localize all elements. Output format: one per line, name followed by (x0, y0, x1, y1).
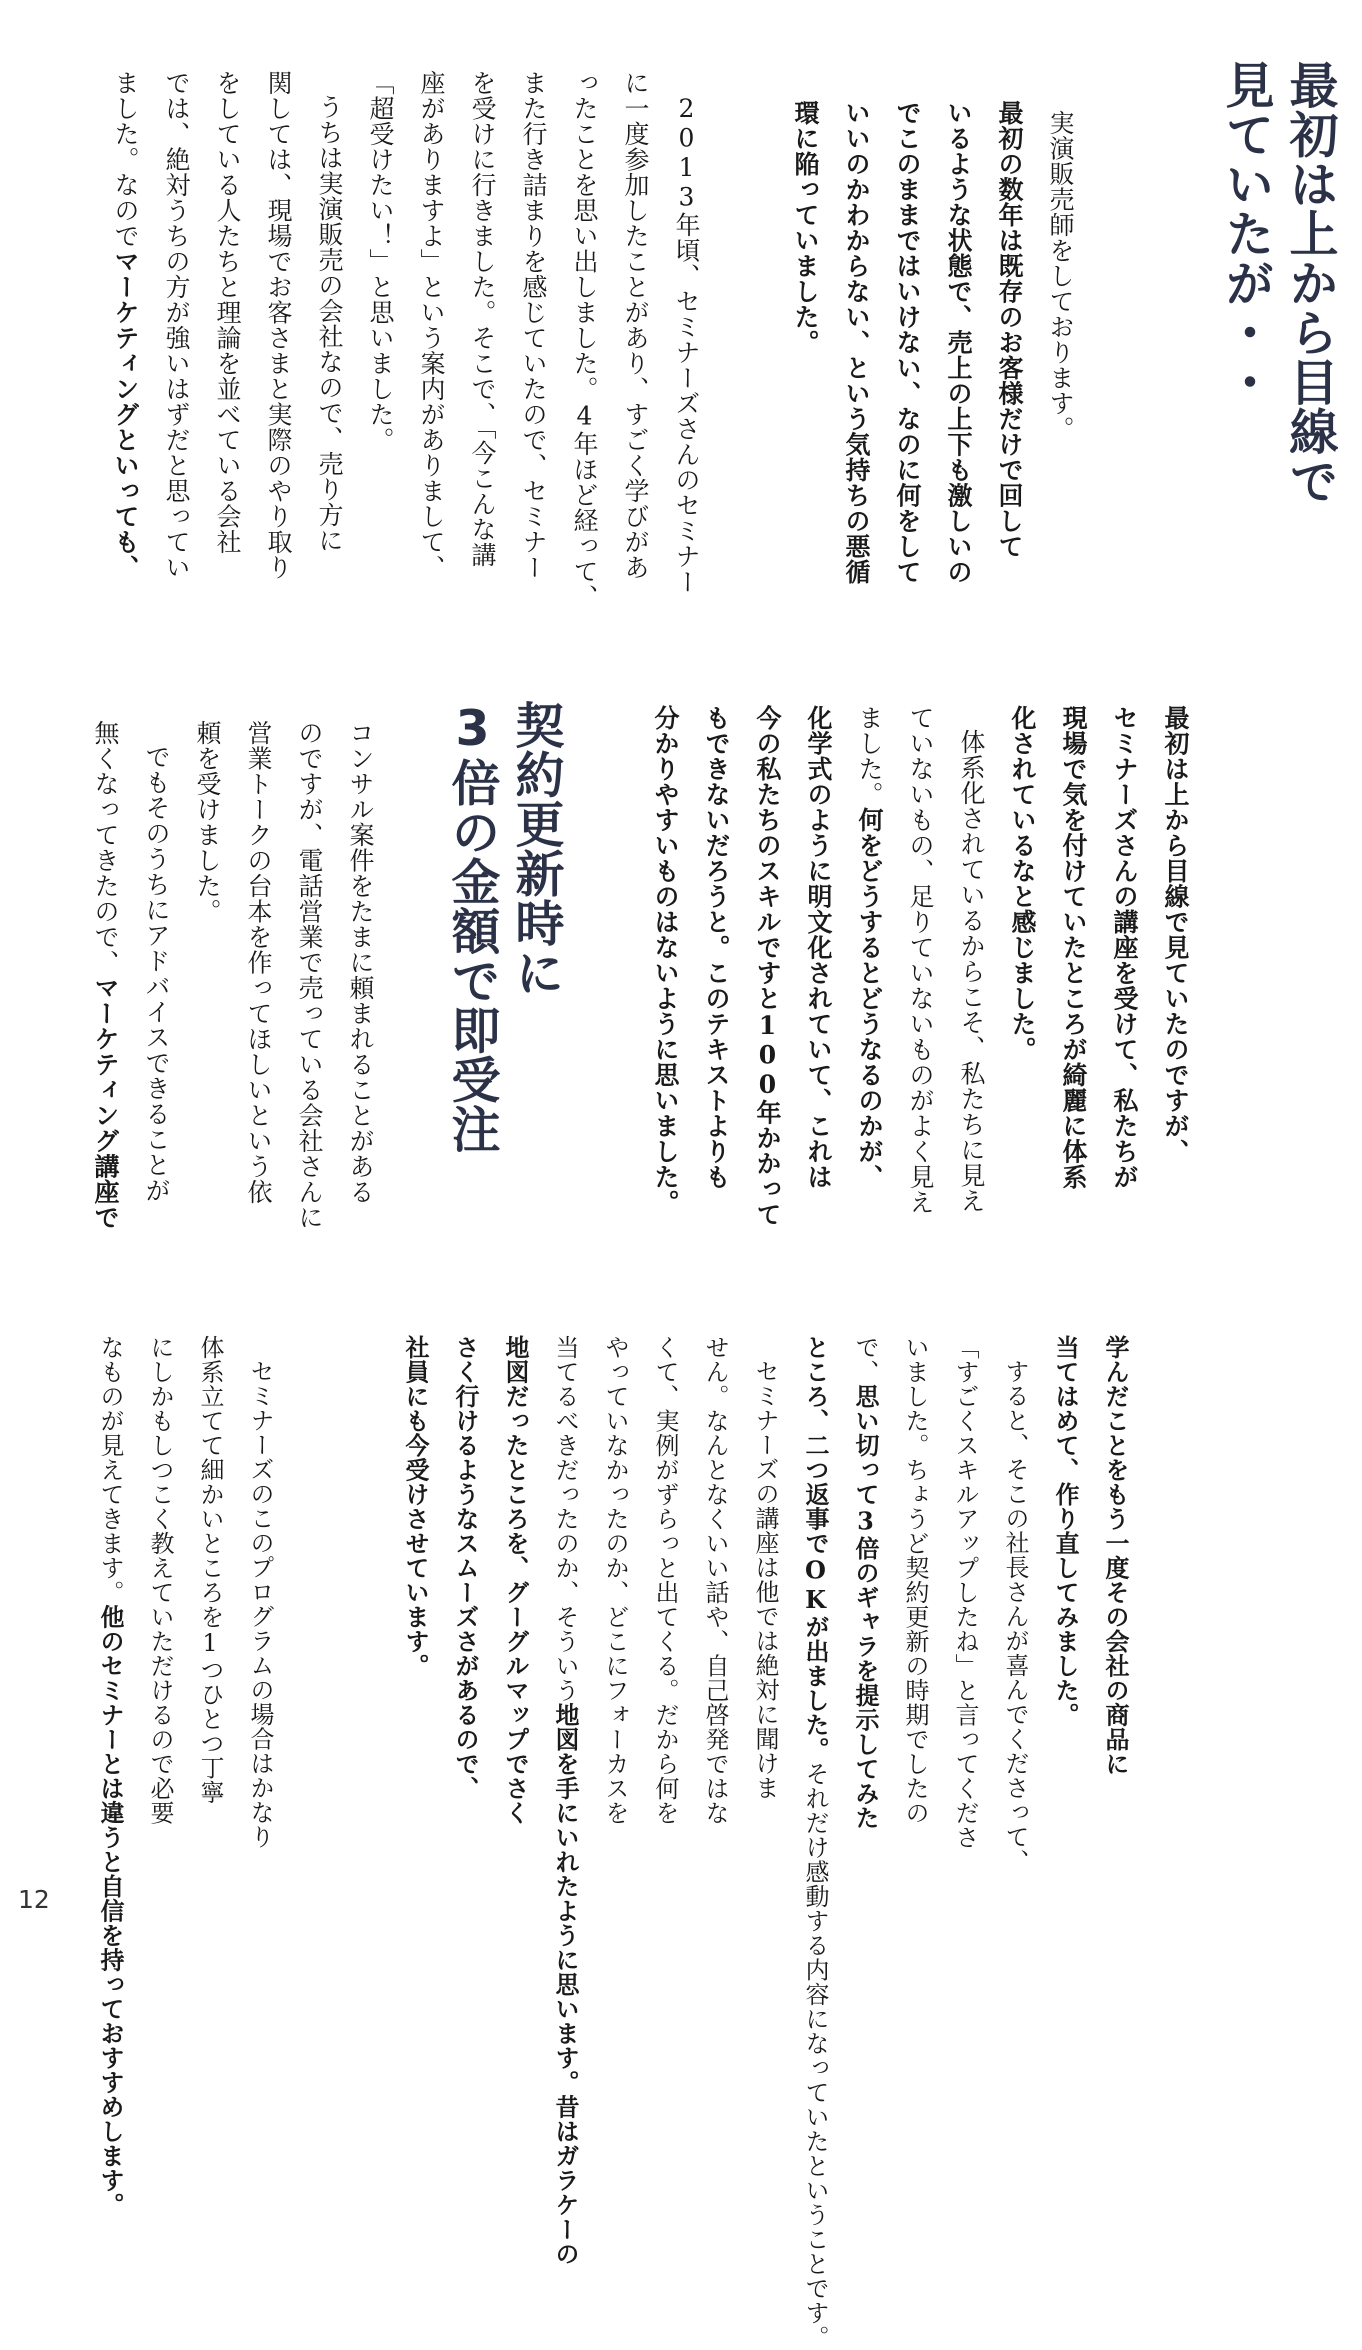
s2-line: をしている人たちと理論を並べている会社 (213, 70, 242, 555)
s5-line: やっていなかったのか、どこにフォーカスを (601, 1335, 629, 1825)
s5-line (790, 1335, 840, 2350)
s5-bold-text: 思い切って3倍のギャラを提示してみた (851, 1384, 880, 1830)
s4-line (80, 720, 131, 1280)
s3-line (844, 705, 895, 1265)
s2-line: ったことを思い出しました。4年ほど経って、 (570, 70, 599, 610)
s3-text: ました。 (855, 705, 884, 807)
s1-line: いるような状態で、売上の上下も激しいの (944, 100, 973, 585)
s6-line: にしかもしつこく教えていただけるので必要 (146, 1335, 174, 1825)
s5-line: 「すごくスキルアップしたね」と言ってくださ (951, 1335, 979, 1850)
s2-line (100, 70, 151, 630)
s4-line: でもそのうちにアドバイスできることが (142, 744, 171, 1203)
s3-line: 化されているなと感じました。 (1008, 705, 1037, 1062)
s1-line: 実演販売師をしております。 (1046, 110, 1075, 442)
s4-line: 営業トークの台本を作ってほしいという依 (244, 720, 273, 1205)
section-4 (80, 720, 386, 1280)
s4-line: コンサル案件をたまに頼まれることがある (346, 720, 375, 1205)
s1-line: でこのままではいけない、なのに何をして (893, 100, 922, 585)
section-5 (390, 1335, 1140, 2350)
heading-2 (440, 700, 568, 1154)
s2-line: 2013年頃、セミナーズさんのセミナー (672, 94, 701, 595)
heading-2-line-1: 契約更新時に (508, 700, 565, 997)
s3-line: 今の私たちのスキルですと100年かかって (753, 705, 782, 1227)
s5-line: くて、実例がずらっと出てくる。だから何を (651, 1335, 679, 1825)
s4-line: 頼を受けました。 (193, 720, 222, 924)
s5-line: いました。ちょうど契約更新の時期でしたの (901, 1335, 929, 1825)
s3-line: セミナーズさんの講座を受けて、私たちが (1110, 705, 1139, 1190)
s5-bold-text: 地図を手にいれたように思います。昔はガラケーの (551, 1702, 580, 2266)
s2-line: また行き詰まりを感じていたので、セミナー (519, 70, 548, 580)
s6-line: セミナーズのこのプログラムの場合はかなり (246, 1359, 274, 1849)
s3-line: 最初は上から目線で見ていたのですが、 (1161, 705, 1190, 1164)
s2-bold-text: マーケティングといっても、 (111, 248, 140, 580)
s3-line: 体系化されているからこそ、私たちに見え (957, 729, 986, 1214)
s5-text: 当てるべきだったのか、そういう (551, 1335, 579, 1703)
section-2 (100, 70, 712, 630)
s2-line: を受けに行きました。そこで、「今こんな講 (468, 70, 497, 568)
s5-line: せん。なんとなくいい話や、自己啓発ではな (701, 1335, 729, 1825)
heading-1-line-2: 見ていたが・・ (1218, 60, 1275, 407)
s5-line: 社員にも今受けさせています。 (401, 1335, 430, 1678)
section-1 (780, 100, 1086, 640)
s2-line: 関しては、現場でお客さまと実際のやり取り (264, 70, 293, 580)
s6-line: 体系立てて細かいところを1つひとつ丁寧 (196, 1335, 224, 1805)
s5-bold-text: ところ、二つ返事でOKが出ました。 (801, 1335, 830, 1762)
page-number: 12 (18, 1885, 50, 1914)
s5-line: 学んだことをもう一度その会社の商品に (1101, 1335, 1130, 1776)
s1-line: いいのかわからない、という気持ちの悪循 (842, 100, 871, 585)
s5-line: 当てはめて、作り直してみました。 (1051, 1335, 1080, 1727)
s2-line: うちは実演販売の会社なので、売り方に (315, 94, 344, 553)
s5-line (540, 1335, 590, 2266)
s5-line: すると、そこの社長さんが喜んでくださって、 (1001, 1359, 1029, 1874)
s5-text: で、 (851, 1335, 879, 1384)
s2-line: 座がありますよ」という案内がありまして、 (417, 70, 446, 580)
s1-line: 最初の数年は既存のお客様だけで回して (995, 100, 1024, 559)
s2-line: では、絶対うちの方が強いはずだと思ってい (162, 70, 191, 580)
s2-line: に一度参加したことがあり、すごく学びがあ (621, 70, 650, 580)
s2-text: ました。なので (111, 70, 140, 249)
s3-line: ていないもの、足りていないものがよく見え (906, 705, 935, 1215)
heading-1-line-1: 最初は上から目線で (1282, 60, 1339, 506)
s6-bold-text: 他のセミナーとは違うと自信を持っておすすめします。 (96, 1604, 125, 2217)
s4-bold-text: マーケティング講座で (91, 975, 120, 1230)
s3-bold-text: 何をどうするとどうなるのかが、 (855, 807, 884, 1190)
s2-line: 「超受けたい！」と思いました。 (366, 70, 395, 453)
s6-line (85, 1335, 135, 2217)
heading-2-line-2: 3倍の金額で即受注 (444, 700, 501, 1154)
s3-line: もできないだろうと。このテキストよりも (702, 705, 731, 1190)
s3-line: 分かりやすいものはないように思いました。 (651, 705, 680, 1215)
s1-line: 環に陥っていました。 (791, 100, 820, 355)
s3-line: 現場で気を付けていたところが綺麗に体系 (1059, 705, 1088, 1190)
s5-line: さく行けるようなスムーズさがあるので、 (451, 1335, 480, 1801)
section-6 (85, 1335, 285, 2217)
heading-1 (1214, 60, 1342, 506)
s5-line: セミナーズの講座は他では絶対に聞けま (751, 1359, 779, 1800)
s3-line: 化学式のように明文化されていて、これは (804, 705, 833, 1190)
s6-text: なものが見えてきます。 (96, 1335, 124, 1605)
s5-line: 地図だったところを、グーグルマップでさく (501, 1335, 530, 1825)
s4-text: 無くなってきたので、 (91, 720, 120, 975)
section-3 (640, 705, 1201, 1265)
s4-line: のですが、電話営業で売っている会社さんに (295, 720, 324, 1230)
s5-text: それだけ感動する内容になっていたということです。 (801, 1761, 829, 2350)
s5-line (840, 1335, 890, 1925)
